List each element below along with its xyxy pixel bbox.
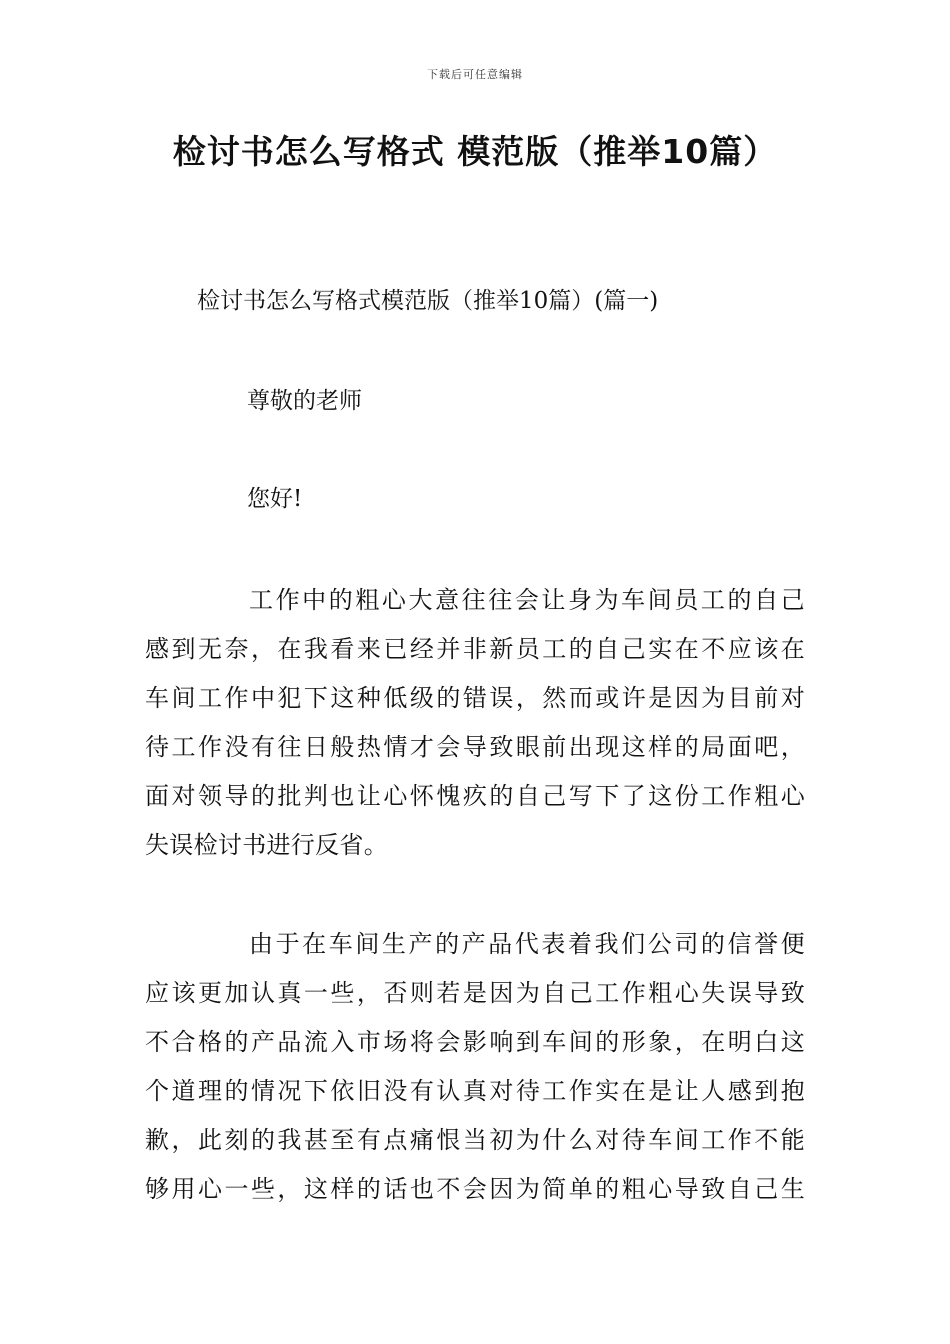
paragraph-line: 应该更加认真一些，否则若是因为自己工作粗心失误导致 bbox=[145, 979, 805, 1007]
paragraph-line: 个道理的情况下依旧没有认真对待工作实在是让人感到抱 bbox=[145, 1077, 805, 1105]
paragraph-line: 不合格的产品流入市场将会影响到车间的形象，在明白这 bbox=[145, 1028, 805, 1056]
body-paragraph bbox=[145, 576, 805, 870]
paragraph-line: 车间工作中犯下这种低级的错误，然而或许是因为目前对 bbox=[145, 684, 805, 712]
greeting: 您好! bbox=[247, 486, 303, 512]
paragraph-line: 失误检讨书进行反省。 bbox=[145, 831, 388, 859]
header-note: 下载后可任意编辑 bbox=[427, 68, 523, 81]
paragraph-line: 工作中的粗心大意往往会让身为车间员工的自己 bbox=[249, 586, 805, 614]
paragraph-line: 由于在车间生产的产品代表着我们公司的信誉便 bbox=[249, 930, 805, 958]
section-heading: 检讨书怎么写格式模范版（推举10篇）(篇一) bbox=[197, 288, 659, 314]
paragraph-line: 歉，此刻的我甚至有点痛恨当初为什么对待车间工作不能 bbox=[145, 1126, 805, 1154]
paragraph-line: 待工作没有往日般热情才会导致眼前出现这样的局面吧， bbox=[145, 733, 805, 761]
body-paragraph bbox=[145, 920, 805, 1214]
paragraph-line: 够用心一些，这样的话也不会因为简单的粗心导致自己生 bbox=[145, 1175, 805, 1203]
document-title: 检讨书怎么写格式 模范版（推举10篇） bbox=[172, 132, 778, 171]
paragraph-line: 面对领导的批判也让心怀愧疚的自己写下了这份工作粗心 bbox=[145, 782, 805, 810]
paragraph-line: 感到无奈，在我看来已经并非新员工的自己实在不应该在 bbox=[145, 635, 805, 663]
salutation: 尊敬的老师 bbox=[247, 388, 362, 414]
